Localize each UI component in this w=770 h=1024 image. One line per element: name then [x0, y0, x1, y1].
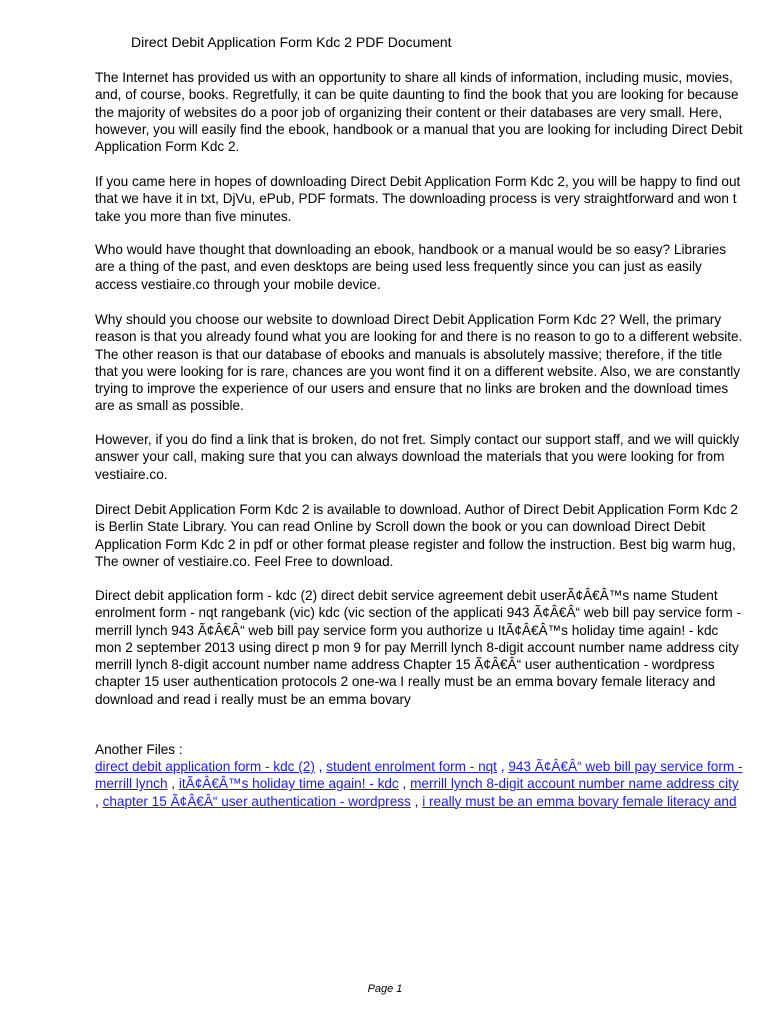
another-files-label: Another Files :	[95, 742, 183, 757]
file-link[interactable]: direct debit application form - kdc (2)	[95, 759, 315, 774]
paragraph-easy-download: Who would have thought that downloading an ebook, handbook or a manual would be so easy? Libraries are a thing of the past, and even desktops are being used less frequently since you can just as easily access vestiaire.co through your mobile device.	[95, 242, 727, 292]
file-link[interactable]: merrill lynch 8-digit account number name address city	[410, 776, 739, 792]
file-link[interactable]: student enrolment form - nqt	[326, 759, 497, 774]
paragraph-related-snippets: Direct debit application form - kdc (2) direct debit service agreement debit userÃ¢Â€Â™s name Student enrolment form - nqt rangebank (vic) kdc (vic section of the applicati 943 Ã¢Â€Â“ web bill pay service form - merrill lynch 943 Ã¢Â€Â“ web bill pay service form you authorize u ItÃ¢Â€Â™s holiday time again! - kdc mon 2 september 2013 using direct p mon 9 for pay Merrill lynch 8-digit account number name address city merrill lynch 8-digit account number name address Chapter 15 Ã¢Â€Â“ user authentication - wordpress chapter 15 user authentication protocols 2 one-wa I really must be an emma bovary female literacy and download and read i really must be an emma bovary	[95, 588, 741, 707]
paragraph-download-formats: If you came here in hopes of downloading Direct Debit Application Form Kdc 2, you will be happy to find out that we have it in txt, DjVu, ePub, PDF formats. The downloading process is very straightforward and won t take you more than five minutes.	[95, 174, 741, 224]
link-separator: ,	[496, 759, 509, 774]
link-separator: ,	[410, 793, 423, 809]
page-number: Page 1	[367, 983, 403, 995]
file-link[interactable]: i really must be an emma bovary female literacy and	[422, 793, 737, 809]
another-files-links	[95, 758, 745, 810]
paragraph-broken-links: However, if you do find a link that is broken, do not fret. Simply contact our support staff, and we will quickly answer your call, making sure that you can always download the materials that you were looking for from vestiaire.co.	[95, 432, 740, 482]
link-separator: ,	[398, 776, 411, 792]
link-separator: ,	[314, 759, 327, 774]
file-link[interactable]: 943 Ã¢Â€Â“ web bill pay service form - merrill lynch	[95, 759, 743, 792]
file-link[interactable]: itÃ¢Â€Â™s holiday time again! - kdc	[178, 776, 399, 792]
paragraph-intro: The Internet has provided us with an opportunity to share all kinds of information, including music, movies, and, of course, books. Regretfully, it can be quite daunting to find the book that you are looking for because the majority of websites do a poor job of organizing their content or their databases are very small. Here, however, you will easily find the ebook, handbook or a manual that you are looking for including Direct Debit Application Form Kdc 2.	[95, 70, 743, 155]
document-title: Direct Debit Application Form Kdc 2 PDF Document	[131, 34, 452, 50]
paragraph-availability: Direct Debit Application Form Kdc 2 is available to download. Author of Direct Debit Application Form Kdc 2 is Berlin State Library. You can read Online by Scroll down the book or you can download Direct Debit Application Form Kdc 2 in pdf or other format please register and follow the instruction. Best big warm hug, The owner of vestiaire.co. Feel Free to download.	[95, 502, 738, 569]
paragraph-why-choose: Why should you choose our website to download Direct Debit Application Form Kdc 2? Well, the primary reason is that you already found what you are looking for and there is no reason to go to a different website. The other reason is that our database of ebooks and manuals is absolutely massive; therefore, if the title that you were looking for is rare, chances are you wont find it on a different website. Also, we are constantly trying to improve the experience of our users and ensure that no links are broken and the download times are as small as possible.	[95, 312, 743, 414]
link-separator: ,	[95, 793, 103, 809]
file-link[interactable]: chapter 15 Ã¢Â€Â“ user authentication - wordpress	[102, 793, 411, 809]
link-separator: ,	[167, 776, 179, 792]
